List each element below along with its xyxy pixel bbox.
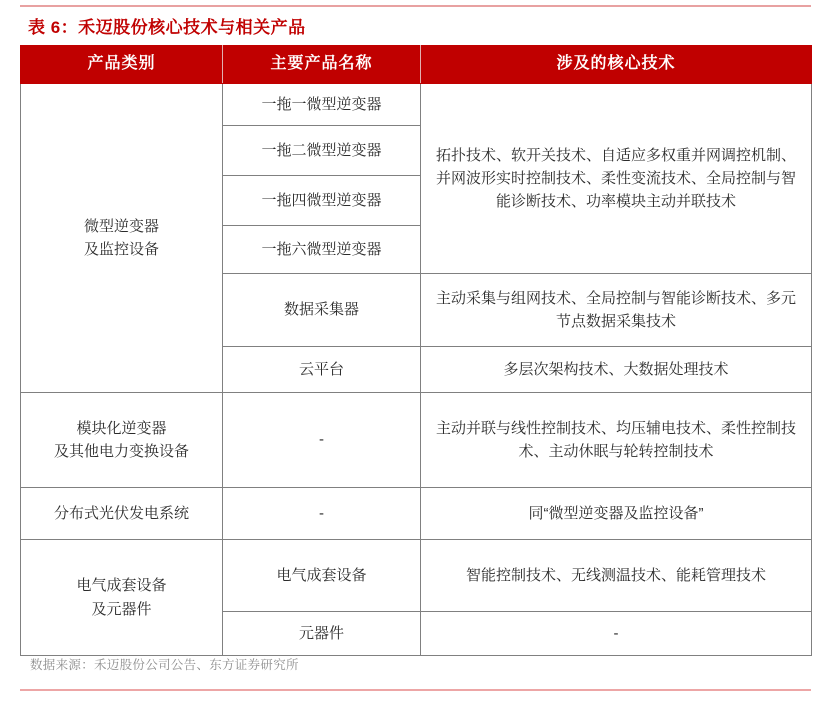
cell-technology-micro-inverter: 拓扑技术、软开关技术、自适应多权重并网调控机制、并网波形实时控制技术、柔性变流技术、全局控制与智能诊断技术、功率模块主动并联技术 (421, 84, 812, 274)
cell-product-one-to-one: 一拖一微型逆变器 (223, 84, 421, 126)
cell-technology-data-collector: 主动采集与组网技术、全局控制与智能诊断技术、多元节点数据采集技术 (421, 274, 812, 347)
column-header-category: 产品类别 (21, 46, 223, 84)
category-line-1: 电气成套设备 (76, 577, 167, 595)
table-header (21, 46, 812, 84)
cell-category-modular-inverter (21, 393, 223, 488)
cell-product-one-to-two: 一拖二微型逆变器 (223, 126, 421, 176)
column-header-technology: 涉及的核心技术 (421, 46, 812, 84)
cell-product-components: 元器件 (223, 612, 421, 656)
table-row (21, 488, 812, 540)
source-note: 数据来源：禾迈股份公司公告、东方证券研究所 (30, 658, 299, 672)
table-body (21, 84, 812, 656)
cell-technology-cloud-platform: 多层次架构技术、大数据处理技术 (421, 347, 812, 393)
category-line-1: 分布式光伏发电系统 (53, 504, 189, 522)
cell-product-electrical-set: 电气成套设备 (223, 540, 421, 612)
category-line-2: 及元器件 (91, 600, 152, 618)
cell-product-modular-inverter: - (223, 393, 421, 488)
cell-category-electrical-equipment (21, 540, 223, 656)
top-rule-divider (20, 5, 811, 7)
cell-product-cloud-platform: 云平台 (223, 347, 421, 393)
category-line-2: 及监控设备 (83, 241, 159, 258)
table-row (21, 540, 812, 612)
column-header-product: 主要产品名称 (223, 46, 421, 84)
table-header-row (21, 46, 812, 84)
table-row (21, 84, 812, 126)
category-line-2: 及其他电力变换设备 (53, 443, 189, 460)
category-line-1: 微型逆变器 (83, 217, 159, 235)
category-line-1: 模块化逆变器 (76, 419, 167, 437)
cell-category-distributed-pv (21, 488, 223, 540)
cell-technology-components: - (421, 612, 812, 656)
cell-product-one-to-four: 一拖四微型逆变器 (223, 176, 421, 226)
cell-product-one-to-six: 一拖六微型逆变器 (223, 226, 421, 274)
table-row (21, 393, 812, 488)
cell-technology-electrical-set: 智能控制技术、无线测温技术、能耗管理技术 (421, 540, 812, 612)
cell-category-micro-inverter (21, 84, 223, 393)
cell-product-data-collector: 数据采集器 (223, 274, 421, 347)
core-technology-table (20, 45, 812, 656)
cell-technology-distributed-pv: 同“微型逆变器及监控设备” (421, 488, 812, 540)
cell-product-distributed-pv: - (223, 488, 421, 540)
table-title: 表 6：禾迈股份核心技术与相关产品 (28, 18, 306, 37)
bottom-rule-divider (20, 689, 811, 691)
cell-technology-modular-inverter: 主动并联与线性控制技术、均压辅电技术、柔性控制技术、主动休眠与轮转控制技术 (421, 393, 812, 488)
